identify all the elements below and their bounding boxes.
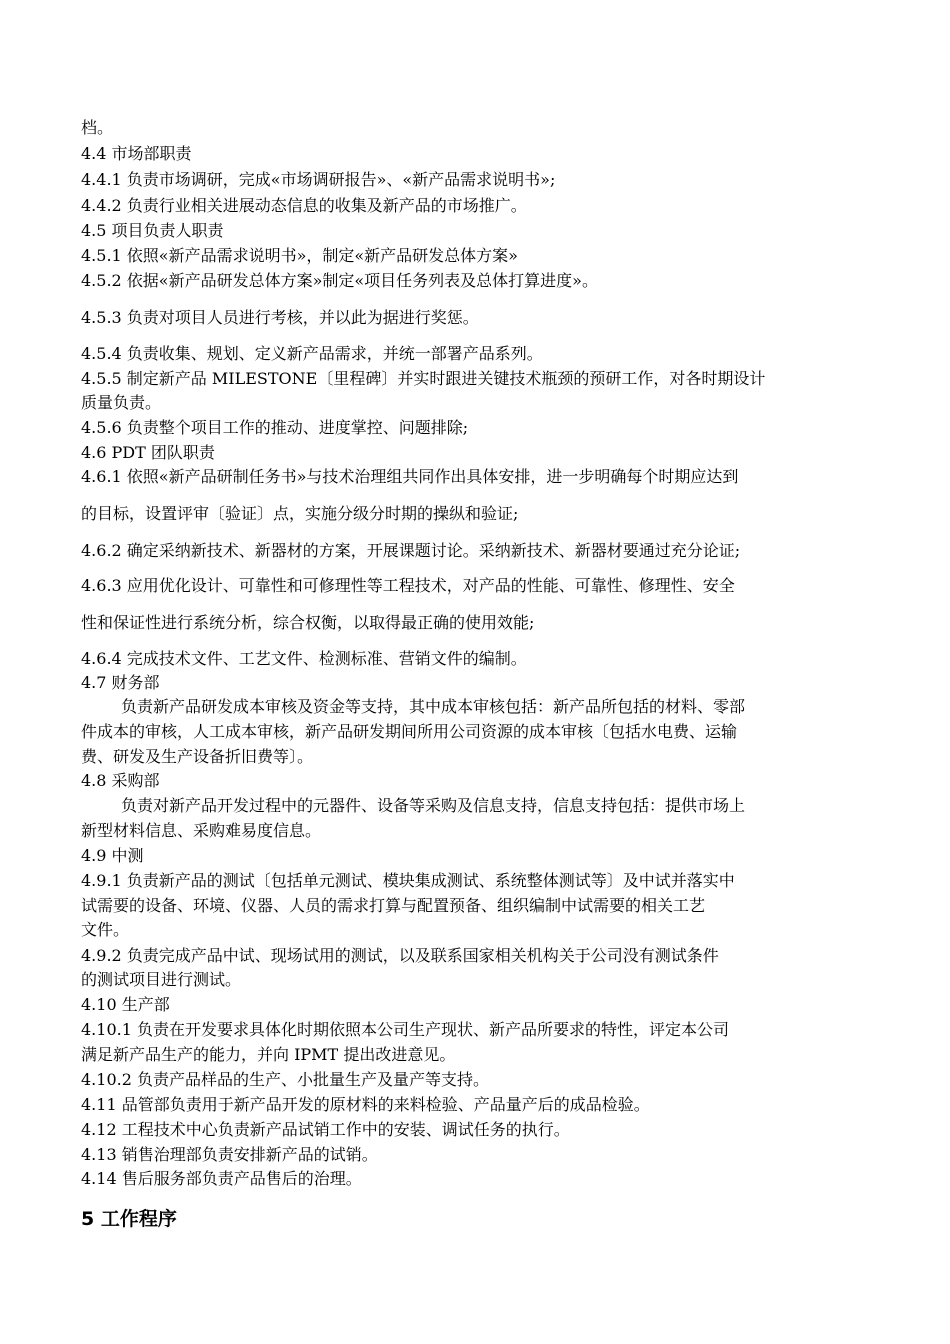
text-line: 4.13 销售治理部负责安排新产品的试销。 <box>81 1145 378 1164</box>
text-line: 满足新产品生产的能力，并向 IPMT 提出改进意见。 <box>81 1045 456 1064</box>
text-line: 4.11 品管部负责用于新产品开发的原材料的来料检验、产品量产后的成品检验。 <box>81 1095 650 1114</box>
text-line: 4.5.6 负责整个项目工作的推动、进度掌控、问题排除; <box>81 418 469 437</box>
text-line: 4.10.1 负责在开发要求具体化时期依照本公司生产现状、新产品所要求的特性，评定本公司 <box>81 1020 729 1039</box>
text-line: 4.14 售后服务部负责产品售后的治理。 <box>81 1169 362 1188</box>
section-title: 4.4 市场部职责 <box>81 144 192 163</box>
text-line: 4.9.1 负责新产品的测试〔包括单元测试、模块集成测试、系统整体测试等〕及中试并落实中 <box>81 871 735 890</box>
text-line: 负责对新产品开发过程中的元器件、设备等采购及信息支持，信息支持包括：提供市场上 <box>121 796 746 815</box>
text-line: 件成本的审核，人工成本审核，新产品研发期间所用公司资源的成本审核〔包括水电费、运输 <box>81 722 738 741</box>
section-title: 4.5 项目负责人职责 <box>81 221 224 240</box>
text-line: 新型材料信息、采购难易度信息。 <box>81 821 322 840</box>
text-line: 负责新产品研发成本审核及资金等支持，其中成本审核包括：新产品所包括的材料、零部 <box>121 697 746 716</box>
chapter-heading: 5 工作程序 <box>81 1208 177 1230</box>
text-line: 4.10.2 负责产品样品的生产、小批量生产及量产等支持。 <box>81 1070 489 1089</box>
text-line: 4.5.4 负责收集、规划、定义新产品需求，并统一部署产品系列。 <box>81 344 543 363</box>
text-line: 档。 <box>81 118 114 137</box>
text-line: 费、研发及生产设备折旧费等〕。 <box>81 747 314 766</box>
text-line: 4.6.3 应用优化设计、可靠性和可修理性等工程技术，对产品的性能、可靠性、修理性、安全 <box>81 576 735 595</box>
text-line: 试需要的设备、环境、仪器、人员的需求打算与配置预备、组织编制中试需要的相关工艺 <box>81 896 706 915</box>
text-line: 文件。 <box>81 920 130 939</box>
section-title: 4.7 财务部 <box>81 673 160 692</box>
section-title: 4.8 采购部 <box>81 771 160 790</box>
text-line: 的目标，设置评审〔验证〕点，实施分级分时期的操纵和验证; <box>81 504 519 523</box>
section-title: 4.6 PDT 团队职责 <box>81 443 215 462</box>
text-line: 4.6.1 依照«新产品研制任务书»与技术治理组共同作出具体安排，进一步明确每个时期应达到 <box>81 467 739 486</box>
text-line: 4.4.2 负责行业相关进展动态信息的收集及新产品的市场推广。 <box>81 196 527 215</box>
text-line: 4.5.3 负责对项目人员进行考核，并以此为据进行奖惩。 <box>81 308 479 327</box>
text-line: 的测试项目进行测试。 <box>81 970 242 989</box>
text-line: 性和保证性进行系统分析，综合权衡，以取得最正确的使用效能; <box>81 613 535 632</box>
text-line: 4.5.5 制定新产品 MILESTONE〔里程碑〕并实时跟进关键技术瓶颈的预研工作，对各时期设计 <box>81 369 766 388</box>
section-title: 4.9 中测 <box>81 846 144 865</box>
text-line: 4.12 工程技术中心负责新产品试销工作中的安装、调试任务的执行。 <box>81 1120 570 1139</box>
text-line: 4.6.2 确定采纳新技术、新器材的方案，开展课题讨论。采纳新技术、新器材要通过充分论证; <box>81 541 741 560</box>
text-line: 4.5.2 依据«新产品研发总体方案»制定«项目任务列表及总体打算进度»。 <box>81 271 598 290</box>
section-title: 4.10 生产部 <box>81 995 170 1014</box>
text-line: 4.9.2 负责完成产品中试、现场试用的测试，以及联系国家相关机构关于公司没有测试条件 <box>81 946 719 965</box>
text-line: 4.5.1 依照«新产品需求说明书»，制定«新产品研发总体方案» <box>81 246 518 265</box>
text-line: 4.6.4 完成技术文件、工艺文件、检测标准、营销文件的编制。 <box>81 649 527 668</box>
text-line: 质量负责。 <box>81 393 162 412</box>
text-line: 4.4.1 负责市场调研，完成«市场调研报告»、«新产品需求说明书»; <box>81 170 556 189</box>
